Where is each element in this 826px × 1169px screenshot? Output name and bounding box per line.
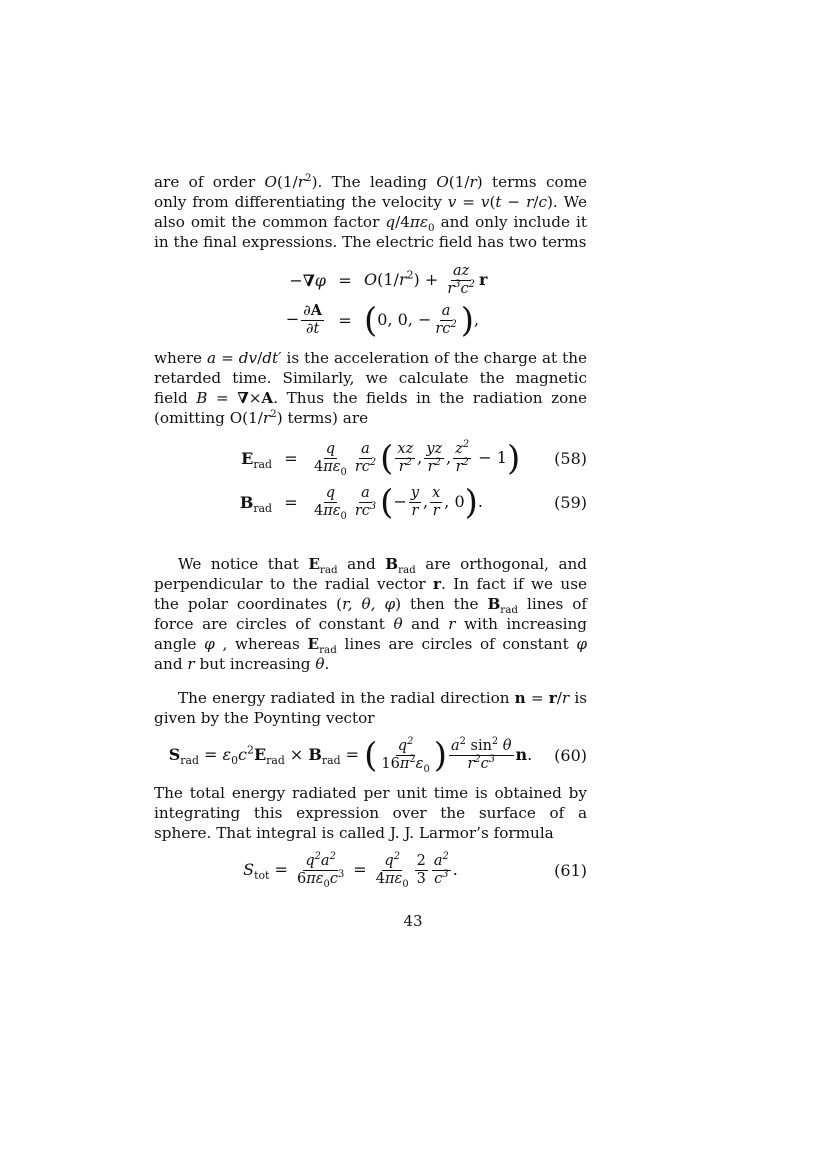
paragraph-4 — [154, 688, 587, 728]
radiation-fields: $E_{rad}$ = $\frac{q}{4\pi\varepsilon_0}$ $\frac{a}{rc^2}$ ( $\frac{xz}{r^2}$ , $\frac{yz}{r^2}$ , $\frac{z^2}{r^2}$ − 1) (58) $B_{rad}$ = $\frac{q}{4\pi\varepsilon_0}$ $\frac{a}{rc^3}$ (− $\frac{y}{r}$ , $\frac{x}{r}$ , 0). (59) — [239, 438, 587, 522]
page-body — [154, 172, 587, 898]
p5-text: The total energy radiated per unit time is obtained by integrating this expression over the surface of a sphere. That integral is called J. J. Larmor’s formula — [154, 784, 587, 842]
electric-field-terms: −∇φ = $O(1/r^2)$ + $\frac{az}{r^3c^2}$ r − $\frac{\partial A}{\partial t}$ = (0, 0, − $\frac{a}{rc^2}$ ), — [285, 262, 488, 340]
poynting-equation: $S_{rad} = \varepsilon_0c^2E_{rad} \times B_{rad}$ = ( $\frac{q^2}{16\pi^2\varepsilon_0}$ ) $\frac{a^2 \sin^2 \theta}{r^2c^3}$ n. (60) — [168, 735, 587, 776]
paragraph-5 — [154, 783, 587, 843]
p4-text: The energy radiated in the radial direction n = r/r is given by the Poynting vector — [154, 689, 588, 727]
p1-text: are of order $O(1/r^2)$. The leading O(1/r) terms come only from differentiating the velocity v = v(t − r/c). We also omit the common factor $q/4\pi\varepsilon_0$ and only include it in the final expressions. The electric field has two terms — [154, 171, 587, 251]
larmor-equation: $S_{tot}$ = $\frac{q^2a^2}{6\pi\varepsilon_0c^3}$ = $\frac{q^2}{4\pi\varepsilon_0}$ $\frac{2}{3}$ $\frac{a^2}{c^3}$ . (61) — [243, 851, 587, 890]
equation-number-61: (61) — [554, 861, 587, 880]
paragraph-2 — [154, 348, 587, 428]
p3-text: We notice that $E_{rad}$ and $B_{rad}$ are orthogonal, and perpendicular to the radial vector r. In fact if we use the polar coordinates (r, θ, φ) then the $B_{rad}$ lines of force are circles of constant θ and r with increasing angle φ , whereas $E_{rad}$ lines are circles of constant φ and r but increasing θ. — [154, 555, 588, 673]
paragraph-3 — [154, 554, 587, 674]
equation-number-59: (59) — [554, 492, 587, 512]
p2-text: where a = dv/dt′ is the acceleration of the charge at the retarded time. Similarly, we calculate the magnetic field B = ∇×A. Thus the fields in the radiation zone (omitting $O(1/r^2)$ terms) are — [154, 349, 587, 427]
equation-number-58: (58) — [554, 448, 587, 468]
equation-number-60: (60) — [554, 746, 587, 765]
page-number: 43 — [403, 912, 423, 930]
paragraph-1 — [154, 172, 587, 252]
